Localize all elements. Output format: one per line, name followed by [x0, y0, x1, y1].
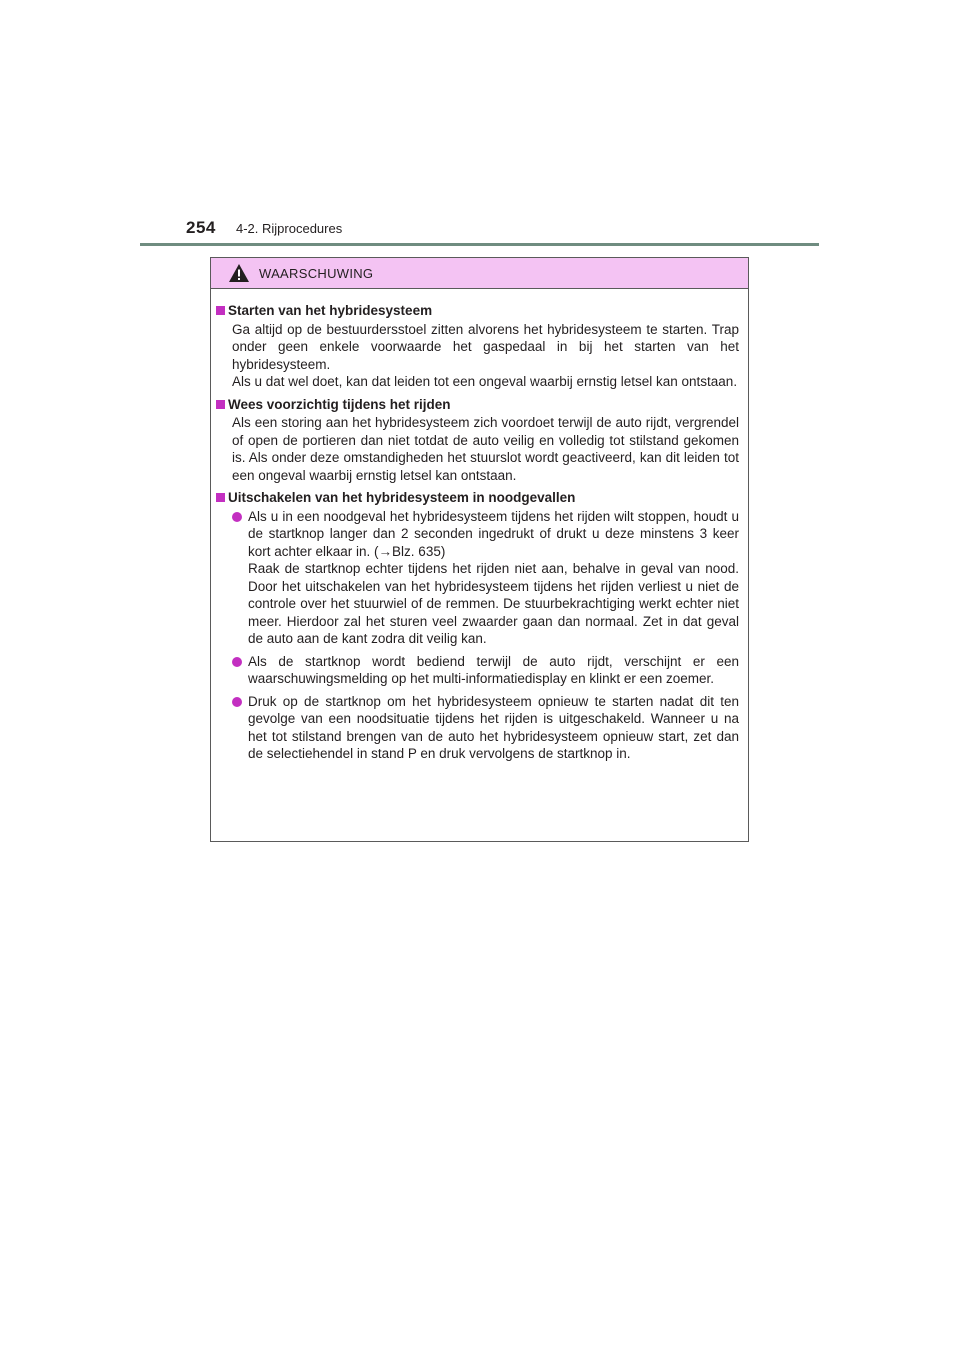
section-heading-text: Wees voorzichtig tijdens het rijden	[228, 396, 451, 412]
section-heading	[216, 396, 739, 414]
warning-header	[211, 258, 748, 289]
warning-title: WAARSCHUWING	[259, 265, 374, 281]
square-bullet-icon	[216, 306, 225, 315]
bullet-line: Als de startknop wordt bediend terwijl de auto rijdt, verschijnt er een waarschuwingsmelding op het multi-informatiedisplay en klinkt er een zoemer.	[248, 653, 739, 686]
paragraph-line: Als een storing aan het hybridesysteem zich voordoet terwijl de auto rijdt, vergrendel of open de portieren dan niet totdat de auto veilig en volledig tot stilstand gekomen is. Als onder deze omstandigheden het stuurslot wordt geactiveerd, kan dit leiden tot een ongeval waarbij ernstig letsel kan ontstaan.	[232, 415, 739, 483]
round-bullet-icon	[232, 697, 242, 707]
page-header	[186, 218, 342, 240]
round-bullet-icon	[232, 512, 242, 522]
paragraph-line: Als u dat wel doet, kan dat leiden tot een ongeval waarbij ernstig letsel kan ontstaan.	[232, 374, 738, 389]
round-bullet-icon	[232, 657, 242, 667]
warning-box	[210, 257, 749, 842]
section-heading	[216, 302, 739, 320]
header-rule	[140, 243, 819, 246]
section-heading-text: Uitschakelen van het hybridesysteem in noodgevallen	[228, 490, 576, 505]
warning-body	[211, 289, 748, 763]
square-bullet-icon	[216, 400, 225, 409]
warning-triangle-icon	[228, 263, 250, 283]
section-noodgevallen	[216, 489, 739, 763]
section-heading	[216, 489, 739, 507]
bullet-line: Raak de startknop echter tijdens het rijden niet aan, behalve in geval van nood. Door het uitschakelen van het hybridesysteem tijdens het rijden verliest u niet de controle over het stuurwiel of de remmen. De stuurbekrachtiging werkt echter niet meer. Hierdoor zal het sturen veel zwaarder gaan dan normaal. Zet in dat geval de auto aan de kant zodra dit veilig kan.	[248, 561, 739, 646]
bullet-item	[232, 693, 739, 763]
paragraph-line: Ga altijd op de bestuurdersstoel zitten alvorens het hybridesysteem te starten. Trap onder geen enkele voorwaarde het gaspedaal in bij het starten van het hybridesysteem.	[232, 321, 739, 372]
bullet-line: Druk op de startknop om het hybridesysteem opnieuw te starten nadat dit ten gevolge van een noodsituatie tijdens het rijden is uitgeschakeld. Wanneer u na het tot stilstand brengen van de auto het hybridesysteem opnieuw start, zet dan de selectiehendel in stand P en druk vervolgens de startknop in.	[248, 693, 739, 761]
section-starten	[216, 302, 739, 391]
bullet-item	[232, 653, 739, 688]
section-voorzichtig	[216, 396, 739, 485]
paragraph	[232, 321, 739, 391]
bullet-item	[232, 508, 739, 648]
section-title: 4-2. Rijprocedures	[236, 221, 343, 236]
page-number: 254	[186, 218, 216, 237]
square-bullet-icon	[216, 493, 225, 502]
paragraph	[232, 414, 739, 484]
bullet-line: Als u in een noodgeval het hybridesysteem tijdens het rijden wilt stoppen, houdt u de startknop langer dan 2 seconden ingedrukt of drukt u deze minstens 3 keer kort achter elkaar in. (→Blz. 635)	[248, 508, 739, 559]
bullet-text	[248, 508, 739, 648]
section-heading-text: Starten van het hybridesysteem	[228, 303, 433, 318]
bullet-text	[248, 693, 739, 763]
bullet-text	[248, 653, 739, 688]
